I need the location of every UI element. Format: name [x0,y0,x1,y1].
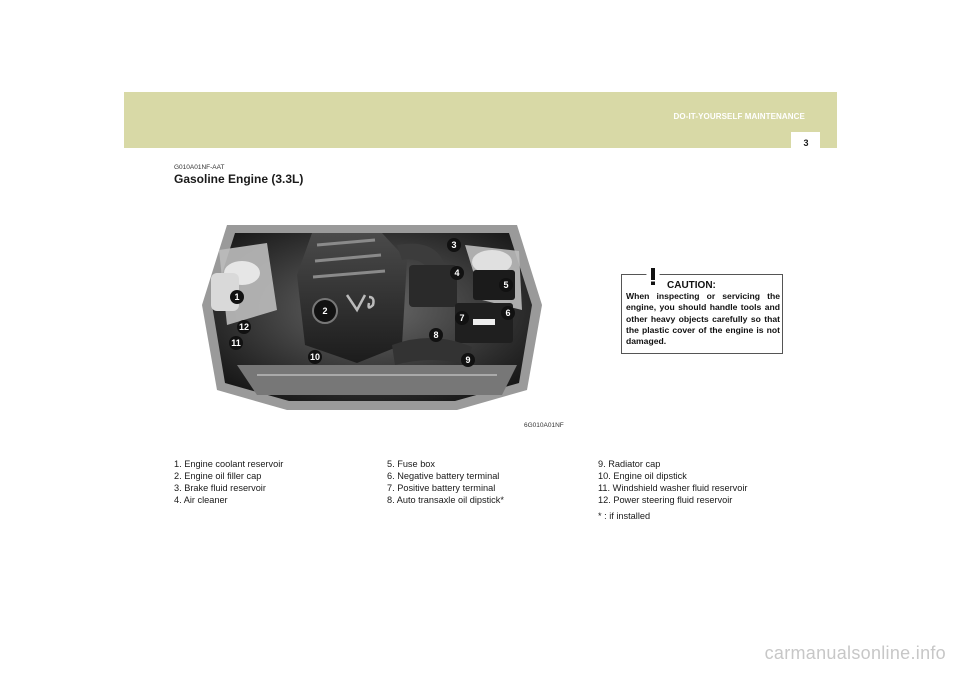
legend-column-2 [387,458,504,506]
callout-7 [455,311,469,325]
legend-item: 12. Power steering fluid reservoir [598,495,733,505]
legend-item: 1. Engine coolant reservoir [174,459,284,469]
chapter-number: 6 [923,106,934,126]
callout-12 [237,320,251,334]
svg-text:6: 6 [505,308,511,318]
svg-text:4: 4 [454,268,460,278]
callout-3 [447,238,461,252]
legend-item: 6. Negative battery terminal [387,471,500,481]
svg-text:1: 1 [234,292,240,302]
legend-item: 2. Engine oil filler cap [174,471,262,481]
watermark: carmanualsonline.info [764,643,946,663]
chapter-title: DO-IT-YOURSELF MAINTENANCE [673,112,805,121]
callout-5 [499,278,513,292]
svg-text:2: 2 [322,306,328,316]
legend-column-1 [174,458,283,506]
svg-text:5: 5 [503,280,509,290]
caution-heading: CAUTION: [667,280,716,291]
warning-triangle-icon [640,262,666,288]
callout-1 [230,290,244,304]
engine-bay-illustration [197,215,547,415]
legend-footnote: * : if installed [598,511,651,521]
section-title: Gasoline Engine (3.3L) [174,172,304,186]
svg-text:8: 8 [433,330,439,340]
svg-text:7: 7 [459,313,465,323]
legend-item: 10. Engine oil dipstick [598,471,687,481]
callout-11 [229,336,243,350]
callout-2 [318,304,332,318]
svg-text:9: 9 [465,355,471,365]
callout-6 [501,306,515,320]
callout-10 [308,350,322,364]
figure-code: 6G010A01NF [524,422,564,429]
legend-item: 11. Windshield washer fluid reservoir [598,483,748,493]
legend-column-3 [598,458,747,522]
legend-item: 9. Radiator cap [598,459,661,469]
legend-item: 3. Brake fluid reservoir [174,483,266,493]
legend-item: 4. Air cleaner [174,495,228,505]
svg-text:10: 10 [309,352,321,362]
legend-item: 5. Fuse box [387,459,436,469]
svg-text:12: 12 [238,322,250,332]
caution-body: When inspecting or servicing the engine, you should handle tools and other heavy objects carefully so that the plastic cover of the engine is not damaged. [626,291,780,347]
section-code: G010A01NF-AAT [174,164,225,171]
legend-item: 7. Positive battery terminal [387,483,496,493]
svg-text:3: 3 [451,240,457,250]
callout-9 [461,353,475,367]
callout-4 [450,266,464,280]
legend-item: 8. Auto transaxle oil dipstick* [387,495,504,505]
page-number: 3 [803,138,809,148]
callout-8 [429,328,443,342]
svg-text:11: 11 [231,338,241,348]
